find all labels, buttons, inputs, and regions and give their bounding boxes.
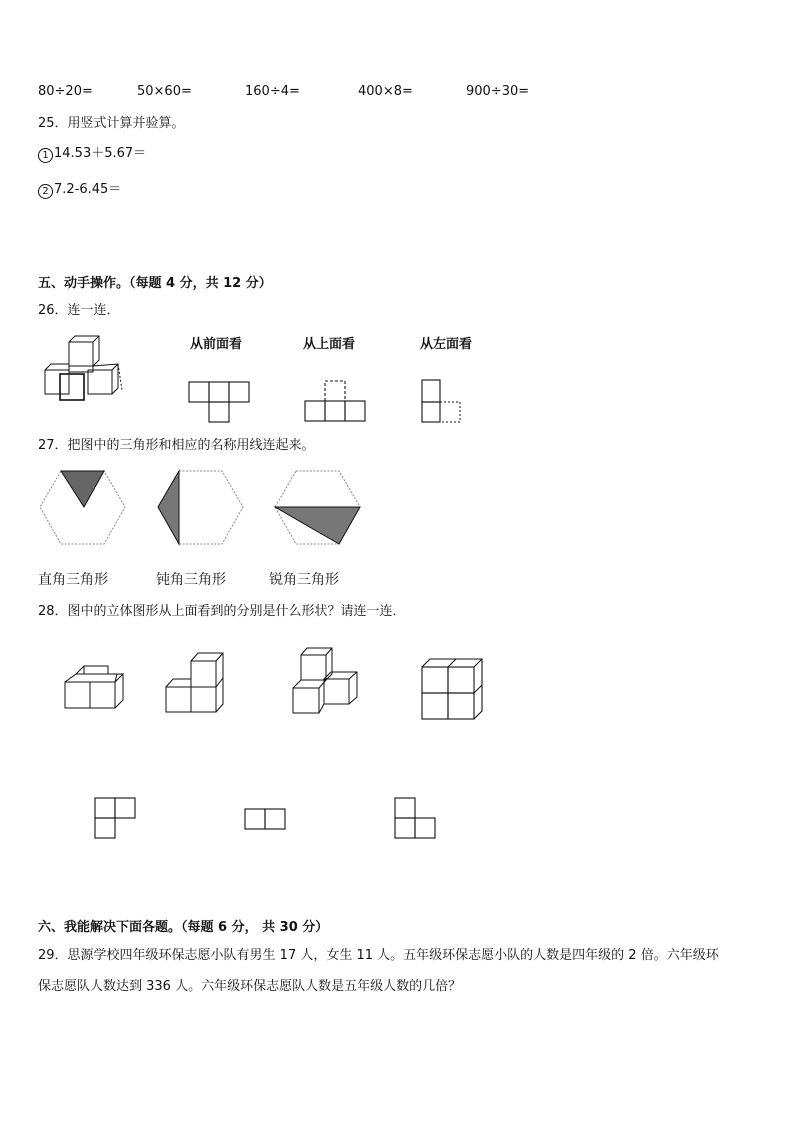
q29-line-1: 29．思源学校四年级环保志愿小队有男生 17 人，女生 11 人。五年级环保志愿小队的人数是四年级的 2 倍。六年级环 [38,948,719,963]
q25-item-1 [38,146,146,163]
q28-solid-2 [165,652,229,714]
q28-solid-4 [420,658,486,722]
circled-number: 1 [38,148,53,163]
hexagon-triangle-2 [157,470,245,546]
view-label-left: 从左面看 [420,337,473,352]
q28-solid-3 [291,646,363,716]
section5-title: 五、动手操作。（每题 4 分，共 12 分） [38,276,272,291]
circled-number: 2 [38,184,53,199]
triangle-name-acute: 锐角三角形 [269,572,339,588]
view-label-front: 从前面看 [190,337,243,352]
triangle-name-obtuse: 钝角三角形 [156,572,226,588]
q29-line-2: 保志愿队人数达到 336 人。六年级环保志愿队人数是五年级人数的几倍？ [38,979,462,994]
hexagon-triangle-3 [274,470,362,546]
q25-expr-2: 7.2-6.45＝ [54,182,122,197]
q28-top-view-b [244,808,288,832]
q28-top-view-c [394,797,438,841]
calc-item-5: 900÷30= [466,84,530,99]
q25-title: 25．用竖式计算并验算。 [38,116,185,131]
q28-solid-1 [64,664,128,712]
q27-title: 27．把图中的三角形和相应的名称用线连起来。 [38,438,315,453]
q25-expr-1: 14.53＋5.67＝ [54,146,147,161]
triangle-name-right: 直角三角形 [38,572,108,588]
q26-title: 26．连一连． [38,303,120,318]
view-label-top: 从上面看 [303,337,356,352]
q26-solid-figure [40,334,140,404]
q25-item-2 [38,182,121,199]
calc-item-2: 50×60= [137,84,192,99]
top-view-figure [304,380,368,424]
hexagon-triangle-1 [39,470,127,546]
q28-top-view-a [94,797,138,841]
calc-item-4: 400×8= [358,84,413,99]
left-view-figure [421,379,471,425]
front-view-figure [188,381,250,425]
q28-title: 28．图中的立体图形从上面看到的分别是什么形状？请连一连． [38,604,406,619]
calc-item-3: 160÷4= [245,84,300,99]
calc-item-1: 80÷20= [38,84,93,99]
section6-title: 六、我能解决下面各题。（每题 6 分， 共 30 分） [38,920,329,935]
